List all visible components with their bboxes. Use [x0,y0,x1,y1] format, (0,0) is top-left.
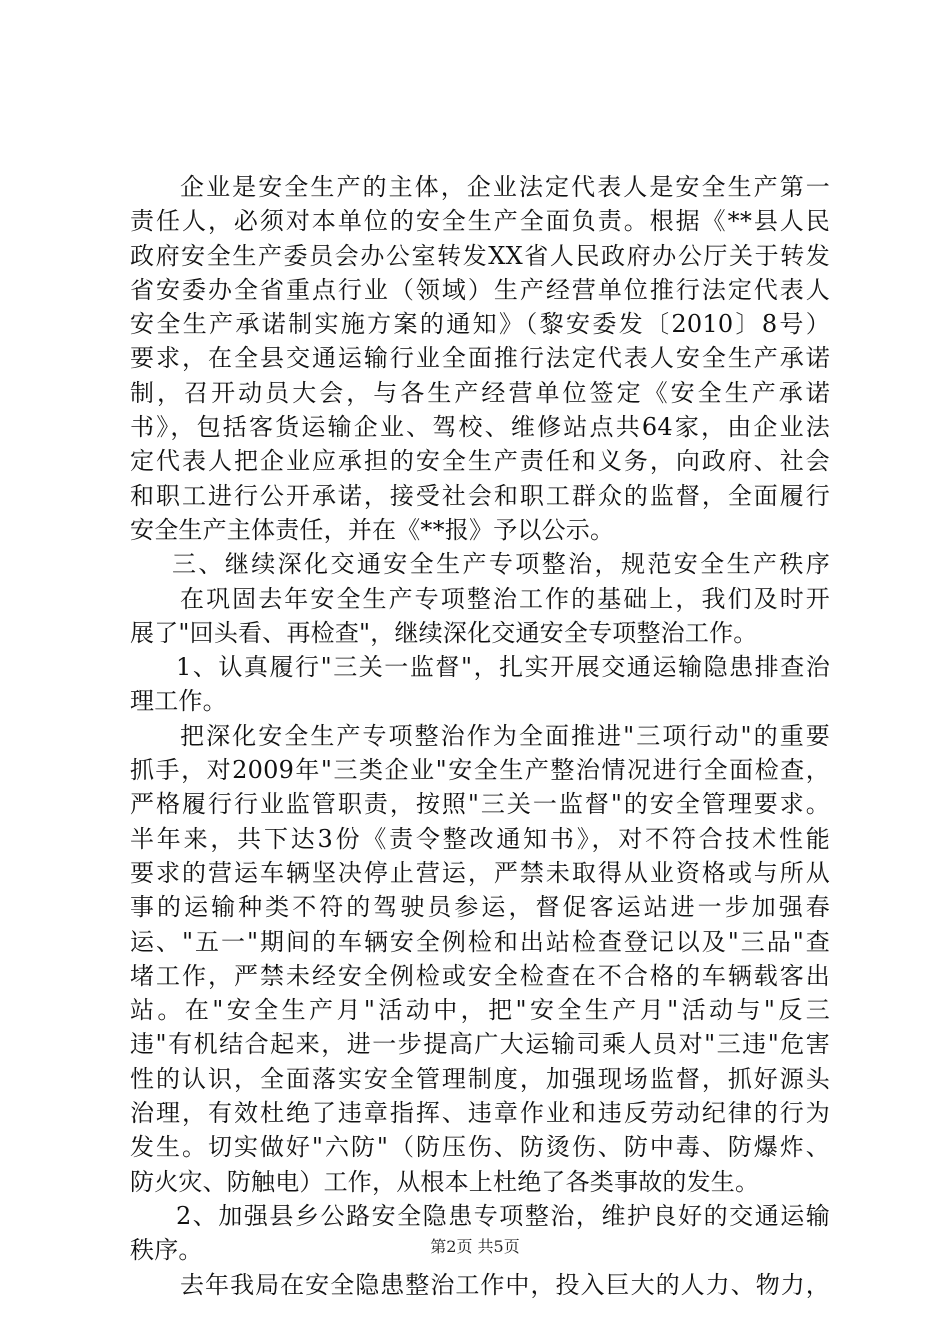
text-line: 定代表人把企业应承担的安全生产责任和义务，向政府、社会 [130,447,830,476]
text-line: 事的运输种类不符的驾驶员参运，督促客运站进一步加强春 [130,893,830,922]
text-line: 治理，有效杜绝了违章指挥、违章作业和违反劳动纪律的行为 [130,1099,830,1128]
text-line: 在巩固去年安全生产专项整治工作的基础上，我们及时开 [180,584,830,613]
text-line: 企业是安全生产的主体，企业法定代表人是安全生产第一 [180,173,830,201]
text-line: 站。在"安全生产月"活动中，把"安全生产月"活动与"反三 [130,996,830,1025]
text-line: 要求的营运车辆坚决停止营运，严禁未取得从业资格或与所从 [130,858,830,887]
text-line: 去年我局在安全隐患整治工作中，投入巨大的人力、物力， [180,1270,830,1299]
document-body [130,170,830,1302]
text-line: 制，召开动员大会，与各生产经营单位签定《安全生产承诺 [130,378,830,407]
text-line: 性的认识，全面落实安全管理制度，加强现场监督，抓好源头 [130,1064,830,1093]
text-line: 半年来，共下达3份《责令整改通知书》，对不符合技术性能 [130,824,830,853]
text-line: 把深化安全生产专项整治作为全面推进"三项行动"的重要 [180,721,830,750]
text-line: 三、继续深化交通安全生产专项整治，规范安全生产秩序 [172,550,830,579]
text-line: 省安委办全省重点行业（领域）生产经营单位推行法定代表人 [130,275,830,304]
text-line: 防火灾、防触电）工作，从根本上杜绝了各类事故的发生。 [130,1167,760,1196]
text-line: 安全生产主体责任，并在《**报》予以公示。 [130,515,615,544]
text-line: 违"有机结合起来，进一步提高广大运输司乘人员对"三违"危害 [130,1030,830,1059]
text-line: 和职工进行公开承诺，接受社会和职工群众的监督，全面履行 [130,481,830,510]
text-line: 堵工作，严禁未经安全例检或安全检查在不合格的车辆载客出 [130,961,830,990]
text-line: 展了"回头看、再检查"，继续深化交通安全专项整治工作。 [130,618,758,647]
text-line: 书》，包括客货运输企业、驾校、维修站点共64家，由企业法 [130,413,830,442]
text-line: 运、"五一"期间的车辆安全例检和出站检查登记以及"三品"查 [130,927,830,956]
text-line: 严格履行行业监管职责，按照"三关一监督"的安全管理要求。 [130,790,830,819]
text-line: 发生。切实做好"六防"（防压伤、防烫伤、防中毒、防爆炸、 [130,1133,830,1162]
text-line: 安全生产承诺制实施方案的通知》（黎安委发〔2010〕8号） [130,310,830,339]
text-line: 责任人，必须对本单位的安全生产全面负责。根据《**县人民 [130,207,830,236]
page-footer: 第2页 共5页 [430,1237,520,1256]
text-line: 2、加强县乡公路安全隐患专项整治，维护良好的交通运输 [176,1201,830,1230]
text-line: 抓手，对2009年"三类企业"安全生产整治情况进行全面检查， [130,756,830,785]
text-line: 1、认真履行"三关一监督"，扎实开展交通运输隐患排查治 [176,653,830,682]
text-line: 理工作。 [130,687,227,716]
text-line: 政府安全生产委员会办公室转发XX省人民政府办公厅关于转发 [130,241,830,270]
text-line: 要求，在全县交通运输行业全面推行法定代表人安全生产承诺 [130,344,830,373]
text-line: 秩序。 [130,1236,203,1265]
